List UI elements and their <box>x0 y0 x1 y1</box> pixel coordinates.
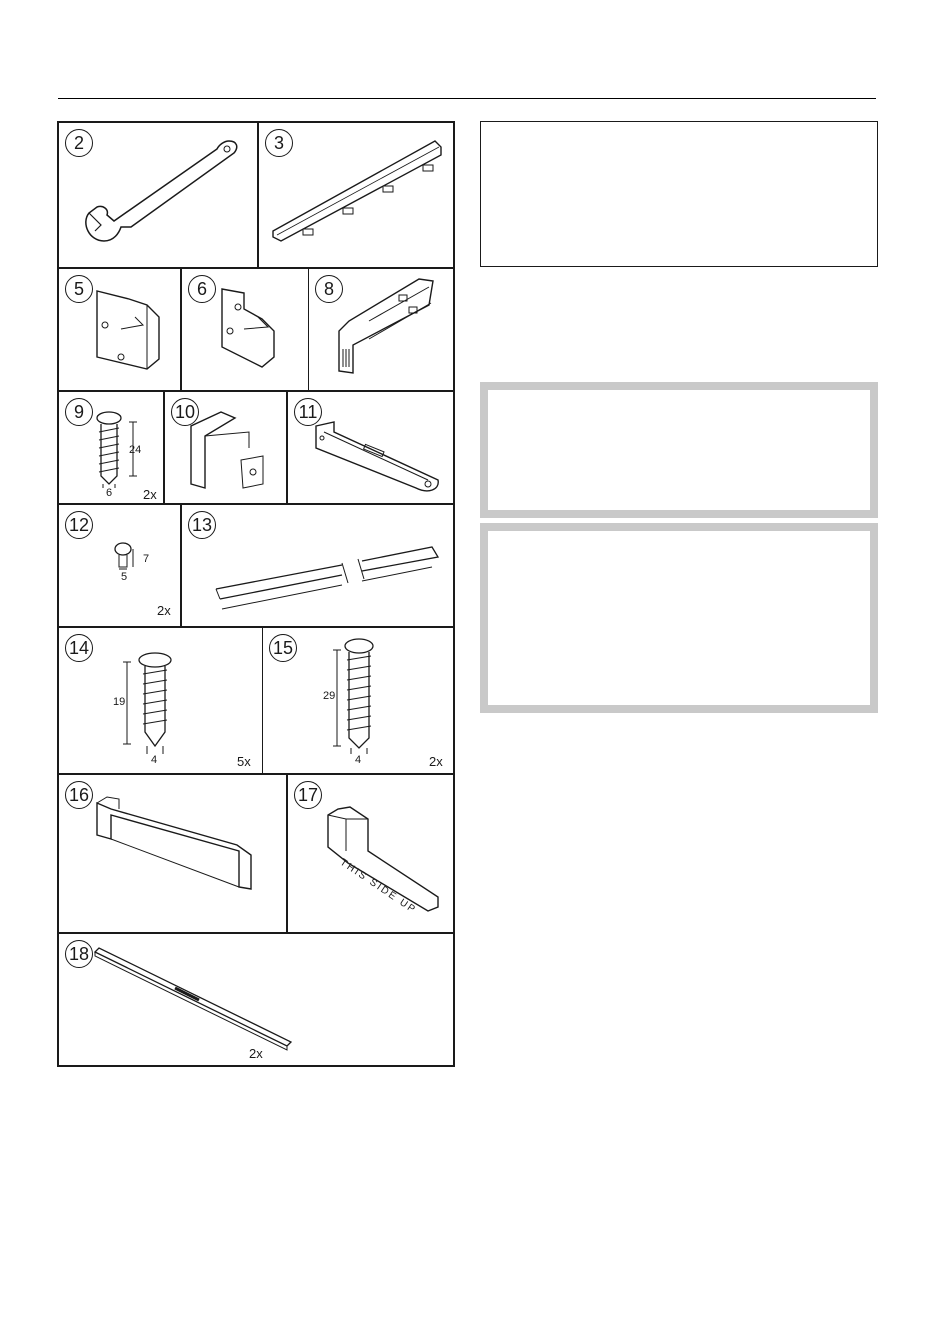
part-number-badge: 15 <box>269 634 297 662</box>
dimension-label: 7 <box>143 553 150 565</box>
part-11-cell <box>288 392 453 503</box>
cover-cap-icon <box>165 392 286 503</box>
part-number-badge: 3 <box>265 129 293 157</box>
hinge-arm-icon <box>288 392 453 503</box>
dimension-label: 29 <box>323 690 336 702</box>
rail-icon <box>259 123 453 267</box>
dimension-label: 4 <box>355 754 362 766</box>
part-number-badge: 11 <box>294 398 322 426</box>
spacer-tool-icon <box>288 775 453 932</box>
screw-icon <box>263 628 453 773</box>
notice-box <box>480 382 878 518</box>
part-6-cell <box>182 269 308 390</box>
part-number-badge: 13 <box>188 511 216 539</box>
quantity-label: 2x <box>249 1046 263 1061</box>
quantity-label: 2x <box>429 754 443 769</box>
parts-grid <box>57 121 455 1067</box>
part-number-badge: 9 <box>65 398 93 426</box>
part-number-badge: 2 <box>65 129 93 157</box>
part-number-badge: 10 <box>171 398 199 426</box>
part-number-badge: 5 <box>65 275 93 303</box>
bracket-icon <box>182 269 308 390</box>
part-number-badge: 8 <box>315 275 343 303</box>
part-2-cell <box>59 123 257 267</box>
part-16-cell <box>59 775 286 932</box>
quantity-label: 2x <box>143 487 157 502</box>
this-side-up-label: THIS SIDE UP <box>337 857 419 917</box>
dimension-label: 19 <box>113 696 126 708</box>
dimension-label: 4 <box>151 754 158 766</box>
handle-bar-icon <box>59 775 286 932</box>
part-8-cell <box>309 269 453 390</box>
part-15-cell <box>263 628 453 773</box>
dimension-label: 5 <box>121 571 128 583</box>
quantity-label: 2x <box>157 603 171 618</box>
part-13-cell <box>182 505 453 626</box>
bracket-icon <box>59 269 180 390</box>
part-10-cell <box>165 392 286 503</box>
header-rule <box>58 98 876 99</box>
part-number-badge: 18 <box>65 940 93 968</box>
quantity-label: 5x <box>237 754 251 769</box>
part-14-cell <box>59 628 262 773</box>
wrench-icon <box>59 123 257 267</box>
part-number-badge: 17 <box>294 781 322 809</box>
part-number-badge: 16 <box>65 781 93 809</box>
part-number-badge: 12 <box>65 511 93 539</box>
part-5-cell <box>59 269 180 390</box>
screw-icon <box>59 628 262 773</box>
dimension-label: 24 <box>129 444 142 456</box>
hinge-plate-icon <box>309 269 453 390</box>
notice-box <box>480 523 878 713</box>
strip-icon <box>182 505 453 626</box>
part-12-cell <box>59 505 180 626</box>
part-number-badge: 6 <box>188 275 216 303</box>
part-number-badge: 14 <box>65 634 93 662</box>
info-box <box>480 121 878 267</box>
part-17-cell <box>288 775 453 932</box>
part-18-cell <box>59 934 453 1065</box>
dimension-label: 6 <box>106 487 113 499</box>
part-9-cell <box>59 392 163 503</box>
part-3-cell <box>259 123 453 267</box>
